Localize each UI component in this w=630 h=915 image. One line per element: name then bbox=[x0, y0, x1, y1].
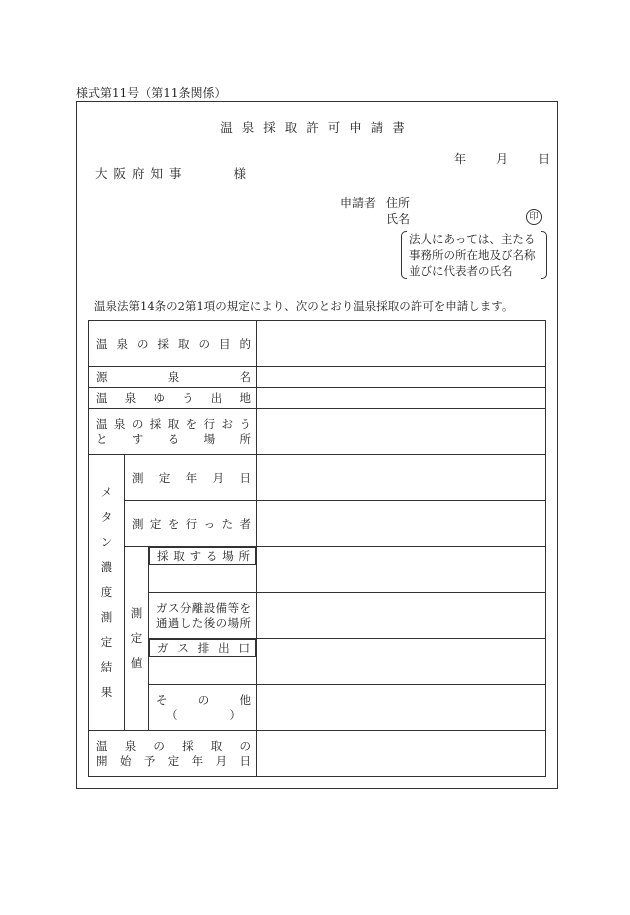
field-gas-exhaust[interactable] bbox=[257, 639, 546, 685]
label-line: 温泉の採取の bbox=[96, 738, 251, 753]
label-line: ガス分離設備等を bbox=[156, 600, 251, 615]
applicant-label: 申請者 bbox=[340, 196, 377, 210]
seal-mark: 印 bbox=[526, 209, 542, 225]
label-measured-value bbox=[125, 547, 149, 731]
note-bracket-right bbox=[541, 231, 547, 279]
applicant-address-label: 住所 bbox=[386, 196, 411, 210]
label-measure-date: 測定年月日 bbox=[125, 455, 257, 501]
addressee-honorific: 様 bbox=[233, 166, 247, 181]
field-purpose[interactable] bbox=[257, 321, 546, 367]
label-source-name: 源泉名 bbox=[89, 367, 257, 388]
label-line: 開始予定年月日 bbox=[96, 753, 251, 768]
paren-close: ） bbox=[229, 707, 241, 722]
field-start-date[interactable] bbox=[257, 731, 546, 777]
label-sample-place: 採取する場所 bbox=[149, 547, 256, 565]
applicant-name-label: 氏名 bbox=[386, 212, 411, 226]
label-other bbox=[149, 685, 257, 731]
label-line: 温泉の採取を行おう bbox=[96, 416, 251, 431]
field-gas-separation[interactable] bbox=[257, 593, 546, 639]
corporate-note bbox=[401, 231, 547, 279]
date-day-label: 日 bbox=[538, 152, 551, 166]
note-line: 並びに代表者の氏名 bbox=[409, 264, 513, 278]
date-line bbox=[454, 150, 550, 167]
label-methane-results bbox=[89, 455, 125, 731]
measured-value-text: 測 定 値 bbox=[130, 606, 143, 670]
date-year-label: 年 bbox=[454, 152, 467, 166]
date-month-label: 月 bbox=[496, 152, 509, 166]
label-line: とする場所 bbox=[96, 431, 251, 446]
field-sample-place[interactable] bbox=[257, 547, 546, 593]
label-gas-separation bbox=[149, 593, 257, 639]
addressee-name: 大阪府知事 bbox=[95, 166, 188, 181]
paren-open: （ bbox=[166, 707, 230, 722]
application-table bbox=[88, 320, 546, 777]
note-line: 事務所の所在地及び名称 bbox=[409, 248, 536, 262]
field-measure-date[interactable] bbox=[257, 455, 546, 501]
field-source-name[interactable] bbox=[257, 367, 546, 388]
field-other[interactable] bbox=[257, 685, 546, 731]
note-line: 法人にあっては、主たる bbox=[409, 232, 536, 246]
field-extraction-place[interactable] bbox=[257, 409, 546, 455]
note-bracket-left bbox=[401, 231, 407, 279]
label-outlet-location: 温泉ゆう出地 bbox=[89, 388, 257, 409]
label-measurer: 測定を行った者 bbox=[125, 501, 257, 547]
field-outlet-location[interactable] bbox=[257, 388, 546, 409]
form-number: 様式第11号（第11条関係） bbox=[76, 86, 227, 100]
label-start-date bbox=[89, 731, 257, 777]
label-extraction-place bbox=[89, 409, 257, 455]
intro-text: 温泉法第14条の2第1項の規定により、次のとおり温泉採取の許可を申請します。 bbox=[94, 299, 514, 313]
label-line: 通過した後の場所 bbox=[156, 615, 251, 630]
label-line bbox=[156, 708, 251, 723]
label-purpose: 温泉の採取の目的 bbox=[89, 321, 257, 367]
methane-label-text: メ タ ン 濃 度 測 定 結 果 bbox=[100, 485, 113, 699]
addressee bbox=[95, 164, 246, 182]
form-title: 温泉採取許可申請書 bbox=[220, 120, 414, 135]
label-gas-exhaust: ガス排出口 bbox=[149, 639, 256, 657]
label-line: その他 bbox=[156, 692, 251, 707]
field-measurer[interactable] bbox=[257, 501, 546, 547]
